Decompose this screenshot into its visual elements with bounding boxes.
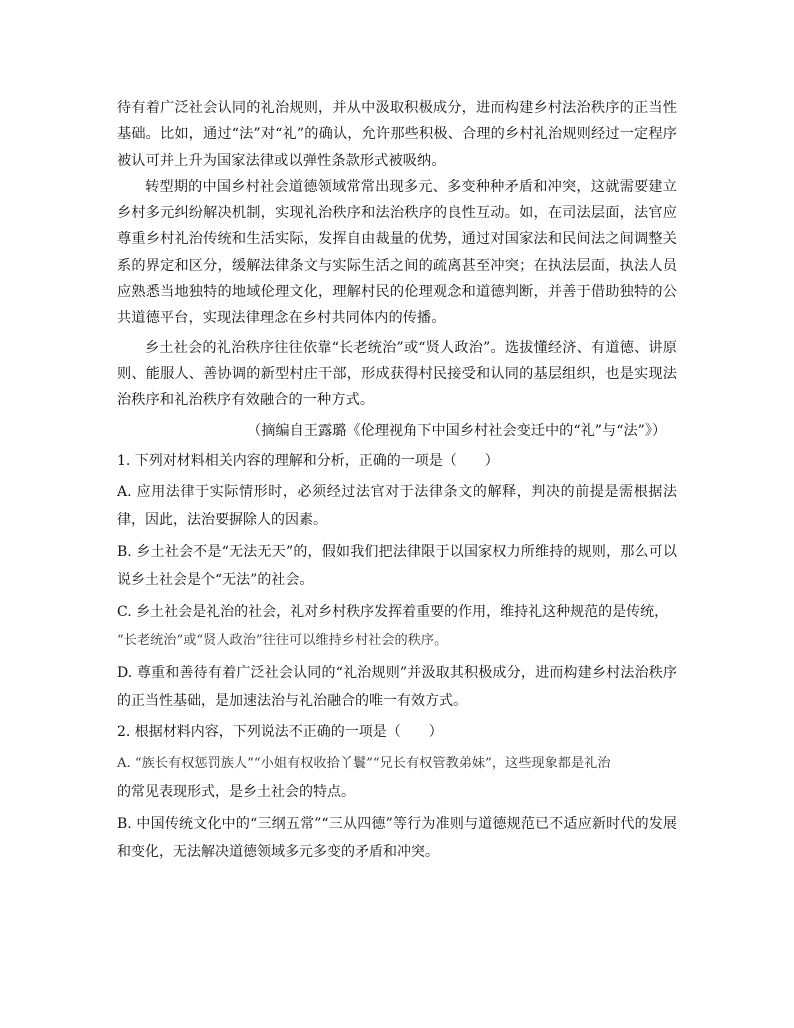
question-1-option-c [117,598,677,655]
question-1-option-a: A. 应用法律于实际情形时，必须经过法官对于法律条文的解释，判决的前提是需根据法律，因此，法治要摒除人的因素。 [117,483,677,528]
question-2-option-a-text: A. “族长有权惩罚族人”“小姐有权收拾丫鬟”“兄长有权管教弟妹”，这些现象都是礼治 [117,755,611,771]
question-1-option-c-text: C. 乡土社会是礼治的社会，礼对乡村秩序发挥着重要的作用，维持礼这种规范的是传统， [117,603,669,620]
question-1-stem: 1. 下列对材料相关内容的理解和分析，正确的一项是（ ） [117,452,499,469]
passage-paragraph-1: 待有着广泛社会认同的礼治规则，并从中汲取积极成分，进而构建乡村法治秩序的正当性基础。比如，通过“法”对“礼”的确认，允许那些积极、合理的乡村礼治规则经过一定程序被认可并上升为国家法律或以弹性条款形式被吸纳。 [117,100,677,169]
passage-paragraph-2: 转型期的中国乡村社会道德领域常常出现多元、多变种种矛盾和冲突，这就需要建立乡村多元纠纷解决机制，实现礼治秩序和法治秩序的良性互动。如，在司法层面，法官应尊重乡村礼治传统和生活实际，发挥自由裁量的优势，通过对国家法和民间法之间调整关系的界定和区分，缓解法律条文与实际生活之间的疏离甚至冲突；在执法层面，执法人员应熟悉当地独特的地域伦理文化，理解村民的伦理观念和道德判断，并善于借助独特的公共道德平台，实现法律理念在乡村共同体内的传播。 [117,178,677,327]
question-1-option-d: D. 尊重和善待有着广泛社会认同的“礼治规则”并汲取其积极成分，进而构建乡村法治秩序的正当性基础，是加速法治与礼治融合的唯一有效方式。 [117,664,677,709]
document-content [117,95,677,866]
question-2-option-a [117,749,677,806]
passage-paragraph-3: 乡土社会的礼治秩序往往依靠“长老统治”或“贤人政治”。选拔懂经济、有道德、讲原则、能服人、善协调的新型村庄干部，形成获得村民接受和认同的基层组织，也是实现法治秩序和礼治秩序有效融合的一种方式。 [117,339,677,409]
question-2-stem: 2. 根据材料内容，下列说法不正确的一项是（ ） [117,723,443,740]
question-2-option-b: B. 中国传统文化中的“三纲五常”“三从四德”等行为准则与道德规范已不适应新时代的发展和变化，无法解决道德领域多元多变的矛盾和冲突。 [117,815,677,860]
question-1-option-b: B. 乡土社会不是“无法无天”的，假如我们把法律限于以国家权力所维持的规则，那么可以说乡土社会是个“无法”的社会。 [117,543,677,588]
question-2-option-a-continuation: 的常见表现形式，是乡土社会的特点。 [117,783,355,800]
passage-source: （摘编自王露璐《伦理视角下中国乡村社会变迁中的“礼”与“法”》） [247,422,667,439]
question-1-option-c-continuation: “长老统治”或“贤人政治”往往可以维持乡村社会的秩序。 [117,632,448,648]
